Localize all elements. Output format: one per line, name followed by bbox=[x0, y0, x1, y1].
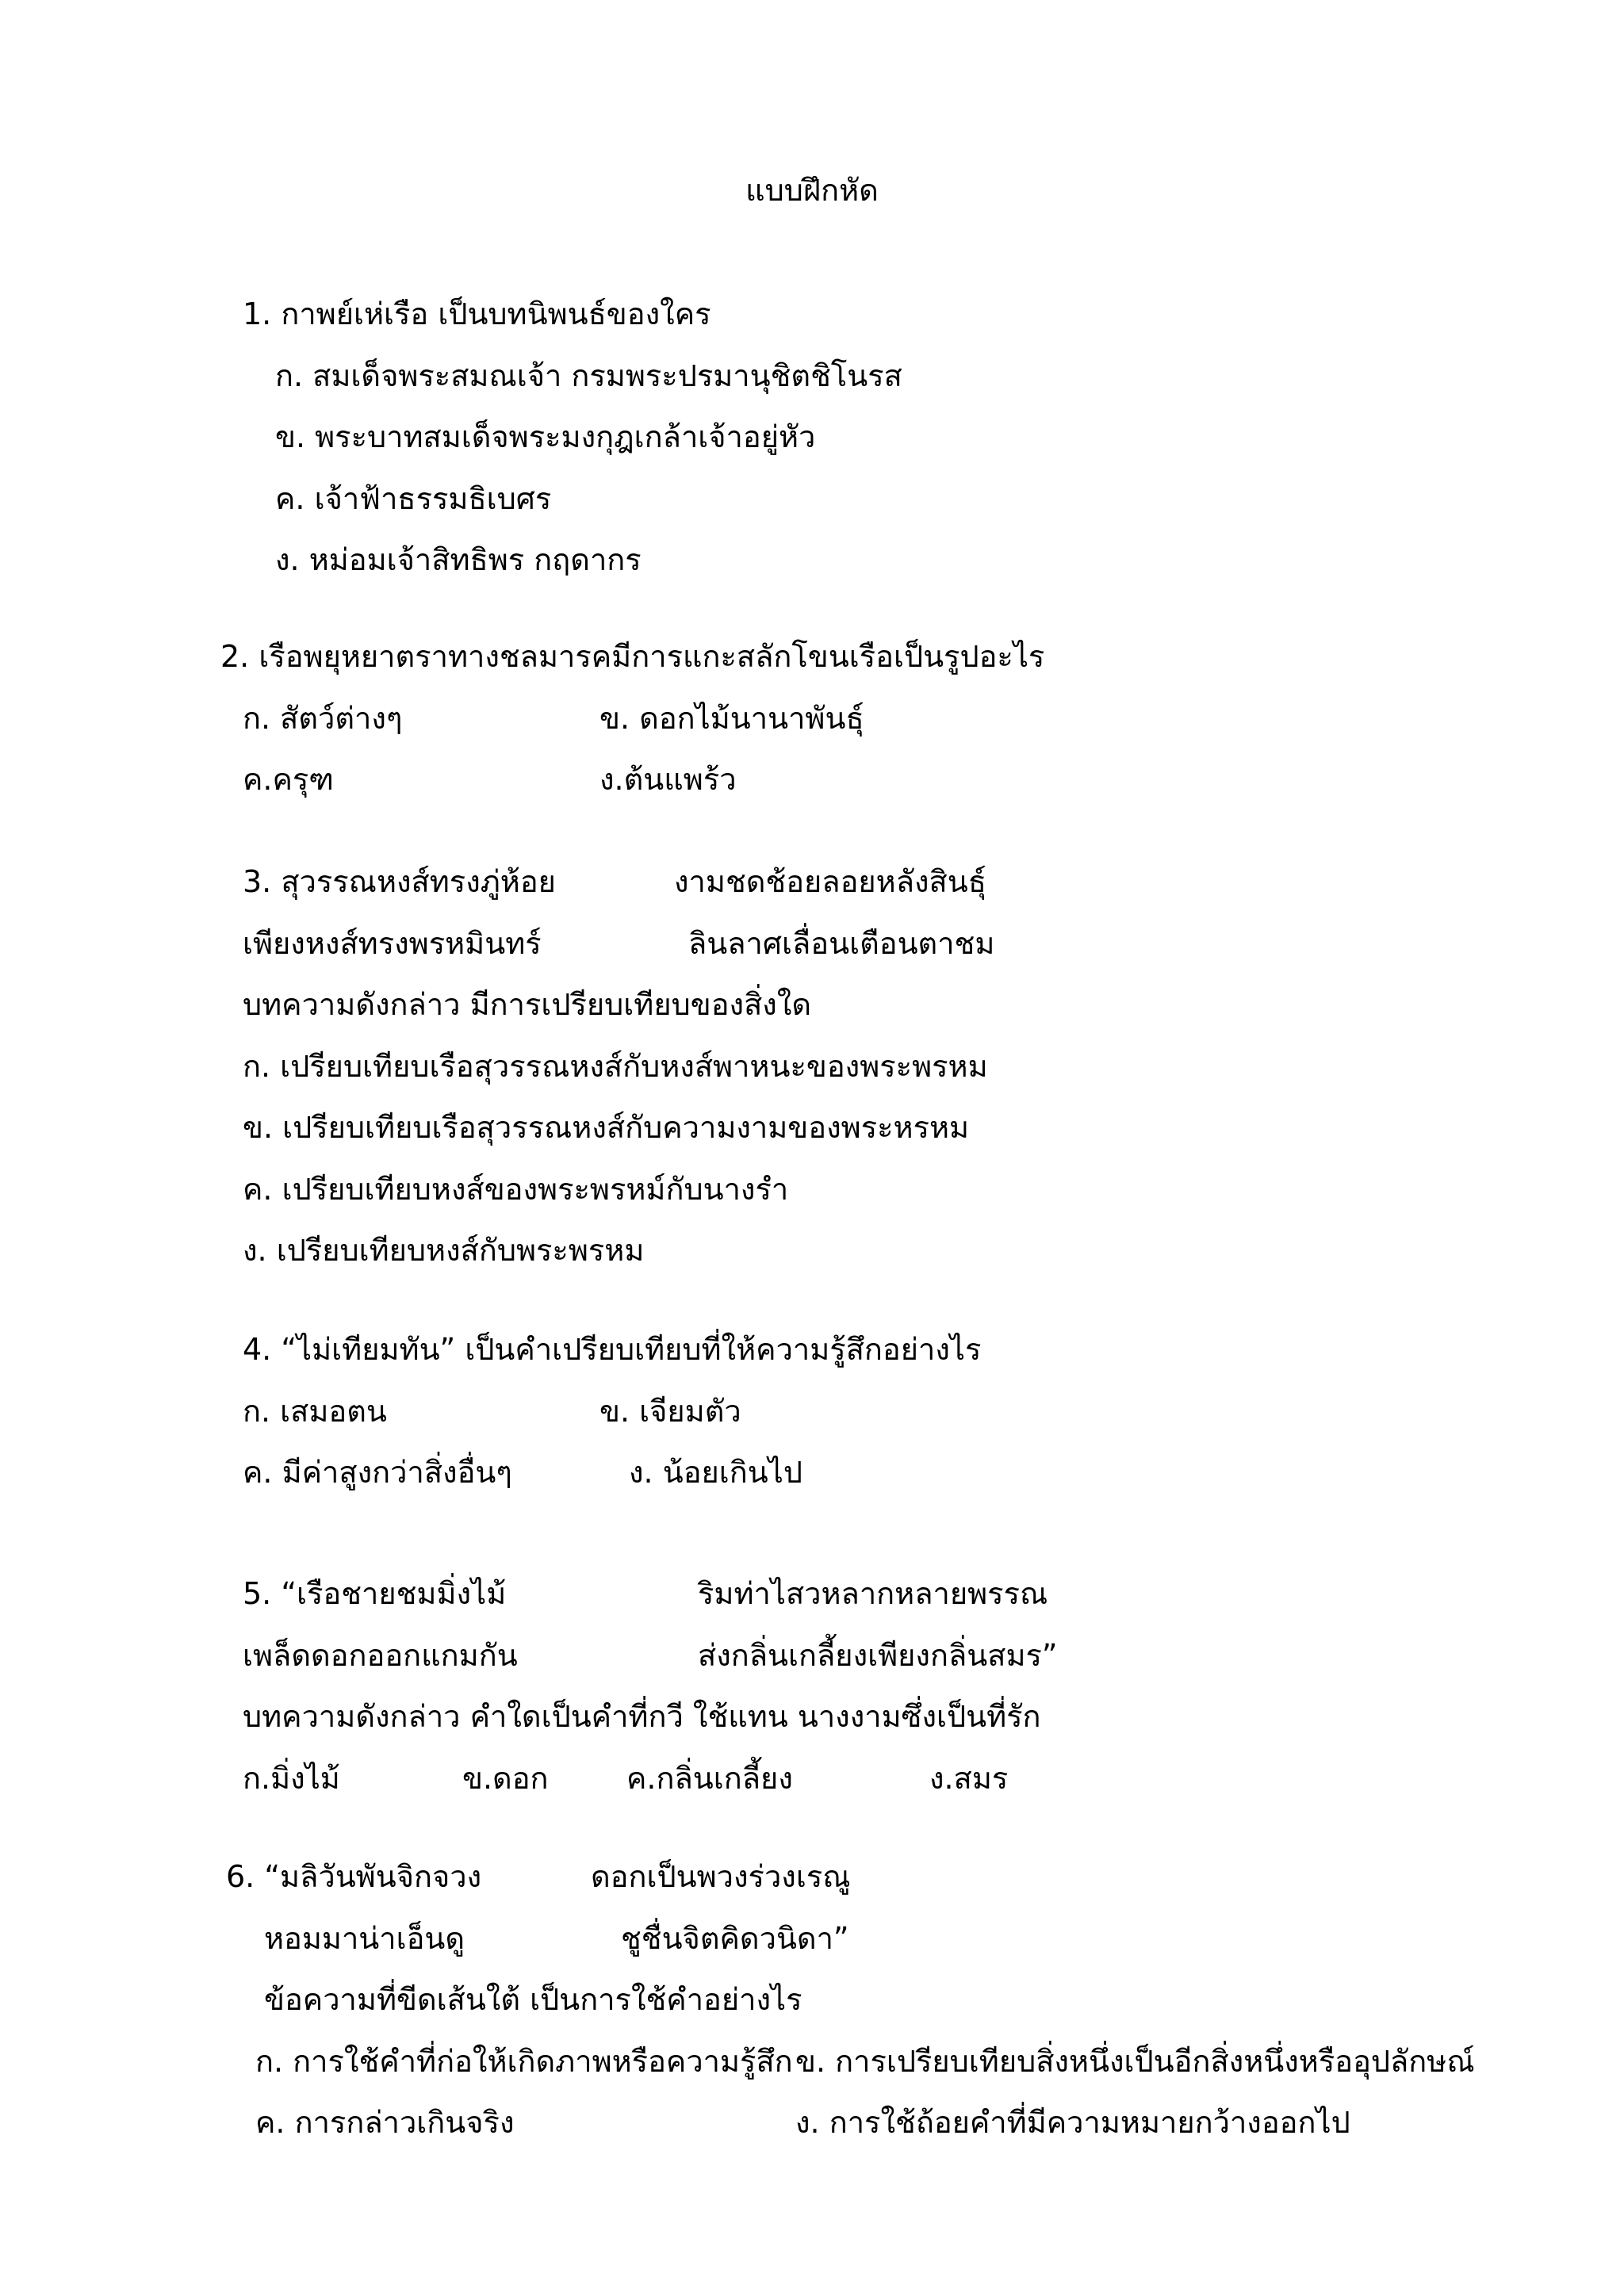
q3-choice-c: ค. เปรียบเทียบหงส์ของพระพรหม์กับนางรำ bbox=[243, 1172, 789, 1207]
q4-choice-b: ข. เจียมตัว bbox=[599, 1394, 741, 1429]
q1-choice-b: ข. พระบาทสมเด็จพระมงกุฎเกล้าเจ้าอยู่หัว bbox=[275, 419, 816, 454]
q3-verse-2b: ลินลาศเลื่อนเตือนตาชม bbox=[688, 926, 995, 961]
question-3: บทความดังกล่าว มีการเปรียบเทียบของสิ่งใด bbox=[243, 987, 812, 1022]
q2-choice-a: ก. สัตว์ต่างๆ bbox=[243, 701, 403, 736]
q1-choice-d: ง. หม่อมเจ้าสิทธิพร กฤดากร bbox=[275, 542, 642, 577]
question-6: ข้อความที่ขีดเส้นใต้ เป็นการใช้คำอย่างไร bbox=[264, 1982, 802, 2017]
q6-verse-1a: 6. “มลิวันพันจิกจวง bbox=[226, 1859, 482, 1894]
q4-choice-c: ค. มีค่าสูงกว่าสิ่งอื่นๆ bbox=[243, 1455, 512, 1490]
q6-verse-2b: ชูชื่นจิตคิดวนิดา” bbox=[621, 1921, 849, 1956]
q5-verse-1a: 5. “เรือชายชมมิ่งไม้ bbox=[243, 1576, 507, 1611]
q3-choice-b: ข. เปรียบเทียบเรือสุวรรณหงส์กับความงามของพระหรหม bbox=[243, 1110, 970, 1145]
question-5: บทความดังกล่าว คำใดเป็นคำที่กวี ใช้แทน นางงามซึ่งเป็นที่รัก bbox=[243, 1699, 1041, 1734]
q4-choice-d: ง. น้อยเกินไป bbox=[629, 1455, 802, 1490]
q2-choice-d: ง.ต้นแพร้ว bbox=[599, 762, 737, 797]
q5-choice-b: ข.ดอก bbox=[462, 1761, 549, 1796]
q3-verse-1b: งามชดช้อยลอยหลังสินธุ์ bbox=[674, 864, 986, 899]
q6-verse-1b: ดอกเป็นพวงร่วงเรณู bbox=[591, 1859, 851, 1894]
q5-verse-2a: เพล็ดดอกออกแกมกัน bbox=[243, 1638, 518, 1673]
question-2: 2. เรือพยุหยาตราทางชลมารคมีการแกะสลักโขนเรือเป็นรูปอะไร bbox=[220, 639, 1045, 674]
q4-choice-a: ก. เสมอตน bbox=[243, 1394, 387, 1429]
q5-choice-c: ค.กลิ่นเกลี้ยง bbox=[626, 1761, 793, 1796]
question-4: 4. “ไม่เทียมทัน” เป็นคำเปรียบเทียบที่ให้ความรู้สึกอย่างไร bbox=[243, 1332, 982, 1367]
q6-choice-d: ง. การใช้ถ้อยคำที่มีความหมายกว้างออกไป bbox=[795, 2105, 1350, 2140]
q5-choice-d: ง.สมร bbox=[929, 1761, 1009, 1796]
q3-choice-a: ก. เปรียบเทียบเรือสุวรรณหงส์กับหงส์พาหนะของพระพรหม bbox=[243, 1049, 988, 1084]
q1-choice-a: ก. สมเด็จพระสมณเจ้า กรมพระปรมานุชิตชิโนรส bbox=[275, 358, 902, 393]
q3-verse-1a: 3. สุวรรณหงส์ทรงภู่ห้อย bbox=[243, 864, 556, 899]
q6-verse-2a: หอมมาน่าเอ็นดู bbox=[264, 1921, 465, 1956]
q6-choice-a: ก. การใช้คำที่ก่อให้เกิดภาพหรือความรู้สึก bbox=[255, 2044, 793, 2079]
q2-choice-b: ข. ดอกไม้นานาพันธุ์ bbox=[599, 701, 864, 736]
q5-verse-2b: ส่งกลิ่นเกลี้ยงเพียงกลิ่นสมร” bbox=[698, 1638, 1058, 1673]
q2-choice-c: ค.ครุฑ bbox=[243, 762, 334, 797]
q6-choice-b: ข. การเปรียบเทียบสิ่งหนึ่งเป็นอีกสิ่งหนึ่งหรืออุปลักษณ์ bbox=[795, 2044, 1475, 2079]
q3-verse-2a: เพียงหงส์ทรงพรหมินทร์ bbox=[243, 926, 542, 961]
question-1: 1. กาพย์เห่เรือ เป็นบทนิพนธ์ของใคร bbox=[243, 297, 711, 331]
q5-verse-1b: ริมท่าไสวหลากหลายพรรณ bbox=[698, 1576, 1048, 1611]
q5-choice-a: ก.มิ่งไม้ bbox=[243, 1761, 340, 1796]
q1-choice-c: ค. เจ้าฟ้าธรรมธิเบศร bbox=[275, 481, 552, 516]
q3-choice-d: ง. เปรียบเทียบหงส์กับพระพรหม bbox=[243, 1233, 645, 1268]
q6-choice-c: ค. การกล่าวเกินจริง bbox=[255, 2105, 515, 2140]
page-title: แบบฝึกหัด bbox=[745, 173, 879, 208]
